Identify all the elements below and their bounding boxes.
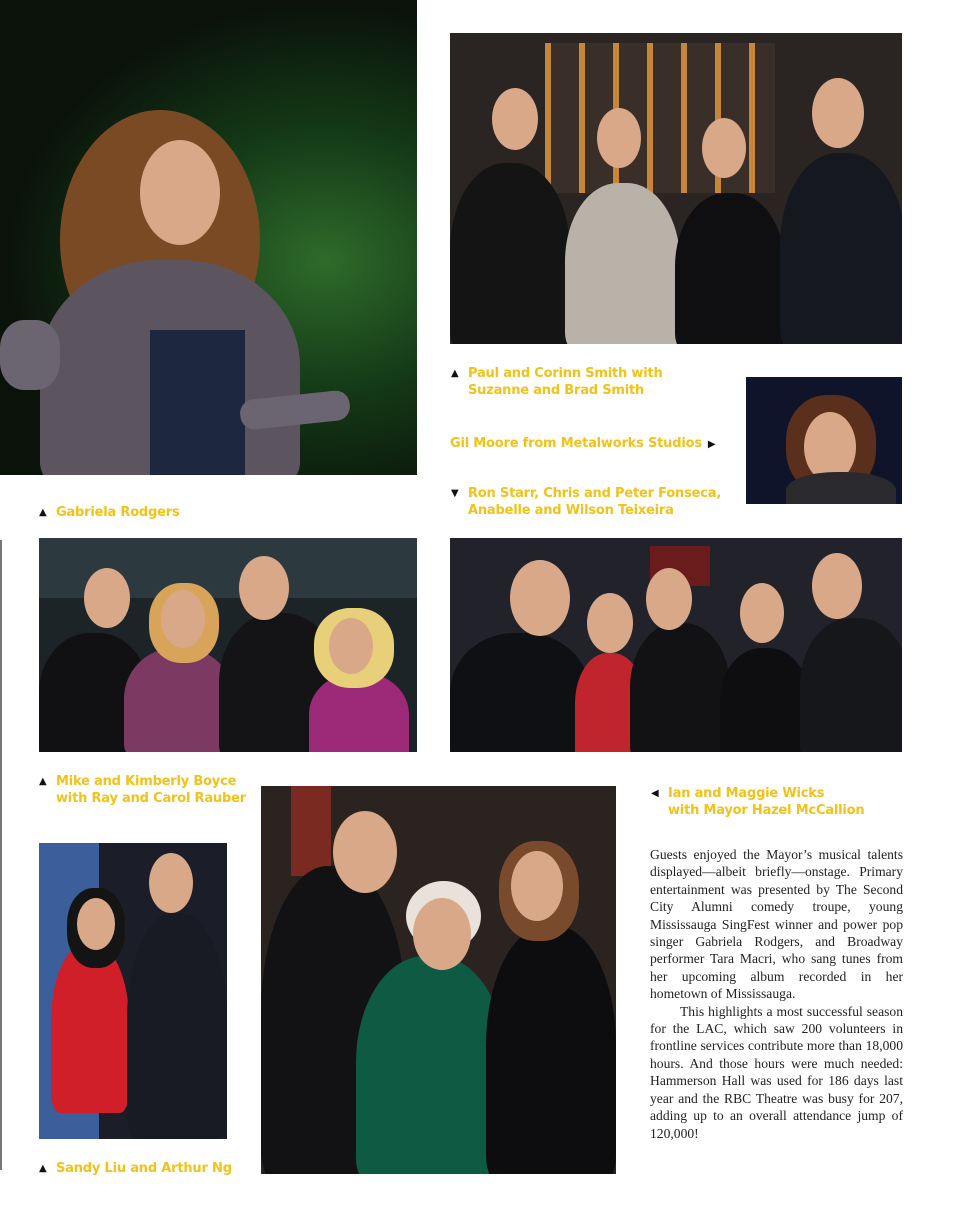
photo-gabriela-rodgers [0, 0, 417, 475]
caption-gil-moore: Gil Moore from Metalworks Studios ▶ [450, 436, 716, 451]
caption-wicks-mccallion: ◀ Ian and Maggie Wicks with Mayor Hazel McCallion [651, 786, 865, 818]
up-arrow-icon: ▲ [451, 368, 459, 379]
up-arrow-icon: ▲ [39, 776, 47, 787]
right-arrow-icon: ▶ [707, 439, 716, 450]
photo-liu-ng [39, 843, 227, 1139]
photo-boyce-rauber [39, 538, 417, 752]
photo-wicks-group [450, 538, 902, 752]
article-paragraph: This highlights a most successful season for the LAC, which saw 200 volunteers in frontline services contribute more than 18,000 hours. And those hours were much needed: Hammerson Hall was used for 186 days last year and the RBC Theatre was busy for 207, adding up to an overall attendance jump of 120,000! [650, 1003, 903, 1141]
photo-gil-moore [746, 377, 902, 504]
photo-mayor-group [261, 786, 616, 1174]
article-body [650, 846, 903, 1142]
caption-liu-ng: ▲ Sandy Liu and Arthur Ng [39, 1161, 232, 1176]
up-arrow-icon: ▲ [39, 1163, 47, 1174]
left-edge-rule [0, 540, 2, 1170]
up-arrow-icon: ▲ [39, 507, 47, 518]
caption-starr-fonseca-teixeira: ▼ Ron Starr, Chris and Peter Fonseca, Anabelle and Wilson Teixeira [451, 486, 722, 518]
photo-smith-group [450, 33, 902, 344]
caption-boyce-rauber: ▲ Mike and Kimberly Boyce with Ray and Carol Rauber [39, 774, 246, 806]
down-arrow-icon: ▼ [451, 488, 459, 499]
caption-gabriela-rodgers: ▲ Gabriela Rodgers [39, 505, 180, 520]
left-arrow-icon: ◀ [651, 788, 659, 799]
caption-smith-group: ▲ Paul and Corinn Smith with Suzanne and Brad Smith [451, 366, 663, 398]
article-paragraph: Guests enjoyed the Mayor’s musical talents displayed—albeit briefly—onstage. Primary entertainment was presented by The Second City Alumni comedy troupe, young Mississauga SingFest winner and power pop singer Gabriela Rodgers, and Broadway performer Tara Macri, who sang tunes from her upcoming album recorded in her hometown of Mississauga. [650, 847, 903, 1002]
